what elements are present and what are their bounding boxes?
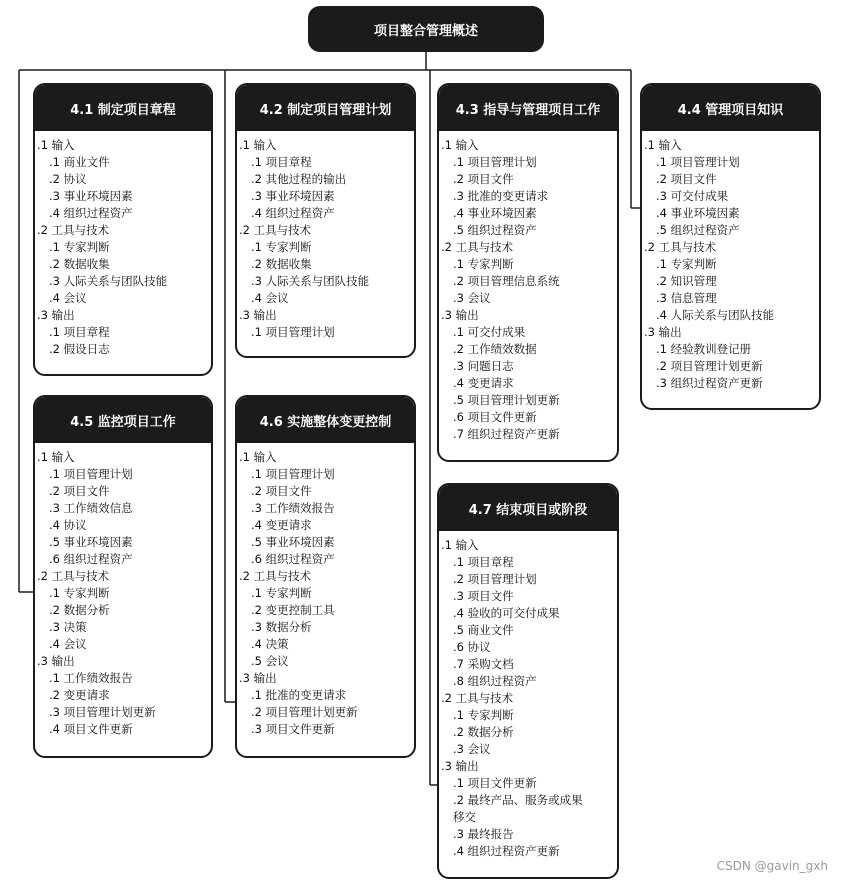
list-item: .6 组织过程资产 xyxy=(49,552,133,566)
list-item: .6 协议 xyxy=(453,640,491,654)
process-box-4-1 xyxy=(33,83,213,376)
list-item: .5 组织过程资产 xyxy=(656,223,740,237)
section-label-inputs: .1 输入 xyxy=(239,450,277,464)
list-item: .2 变更请求 xyxy=(49,688,110,702)
list-item: .1 项目章程 xyxy=(251,155,312,169)
list-item: .4 会议 xyxy=(49,637,87,651)
section-label-inputs: .1 输入 xyxy=(37,450,75,464)
section-label-outputs: .3 输出 xyxy=(239,308,277,322)
list-item: .3 组织过程资产更新 xyxy=(656,376,763,390)
process-body xyxy=(35,131,211,364)
list-item: .2 数据分析 xyxy=(453,725,514,739)
list-item: .1 工作绩效报告 xyxy=(49,671,133,685)
process-box-4-4 xyxy=(640,83,821,410)
list-item: .6 项目文件更新 xyxy=(453,410,537,424)
list-item: .2 项目文件 xyxy=(251,484,312,498)
process-title-4-1: 4.1 制定项目章程 xyxy=(35,85,211,131)
list-item: .2 项目文件 xyxy=(453,172,514,186)
list-item: .4 项目文件更新 xyxy=(49,722,133,736)
list-item: .5 项目管理计划更新 xyxy=(453,393,560,407)
list-item: .2 项目管理计划更新 xyxy=(251,705,358,719)
section-label-inputs: .1 输入 xyxy=(441,138,479,152)
list-item: .7 采购文档 xyxy=(453,657,514,671)
list-item: .1 专家判断 xyxy=(251,586,312,600)
list-item: .3 会议 xyxy=(453,742,491,756)
list-item: .2 项目管理计划 xyxy=(453,572,537,586)
list-item: .5 商业文件 xyxy=(453,623,514,637)
process-body xyxy=(642,131,819,398)
list-item: .3 问题日志 xyxy=(453,359,514,373)
list-item: .5 事业环境因素 xyxy=(251,535,335,549)
process-body xyxy=(439,131,617,449)
root-title-box xyxy=(308,6,544,52)
list-item: .2 假设日志 xyxy=(49,342,110,356)
list-item: .3 人际关系与团队技能 xyxy=(49,274,168,288)
list-item: .1 经验教训登记册 xyxy=(656,342,752,356)
list-item: .1 专家判断 xyxy=(49,240,110,254)
process-title-4-3: 4.3 指导与管理项目工作 xyxy=(439,85,617,131)
section-label-tools: .2 工具与技术 xyxy=(644,240,717,254)
list-item: .4 会议 xyxy=(49,291,87,305)
section-label-inputs: .1 输入 xyxy=(441,538,479,552)
list-item: .1 专家判断 xyxy=(453,708,514,722)
list-item: .1 可交付成果 xyxy=(453,325,526,339)
list-item: .2 数据分析 xyxy=(49,603,110,617)
process-title-4-2: 4.2 制定项目管理计划 xyxy=(237,85,414,131)
list-item: .4 验收的可交付成果 xyxy=(453,606,560,620)
watermark: CSDN @gavin_gxh xyxy=(716,859,828,873)
list-item: .2 项目管理信息系统 xyxy=(453,274,560,288)
list-item: .5 会议 xyxy=(251,654,289,668)
process-body xyxy=(35,443,211,744)
list-item: .4 变更请求 xyxy=(251,518,312,532)
list-item: .1 项目文件更新 xyxy=(453,776,537,790)
section-label-tools: .2 工具与技术 xyxy=(239,569,312,583)
list-item: .4 变更请求 xyxy=(453,376,514,390)
section-label-inputs: .1 输入 xyxy=(644,138,682,152)
list-item: .3 批准的变更请求 xyxy=(453,189,549,203)
process-box-4-2 xyxy=(235,83,416,358)
list-item: .3 工作绩效报告 xyxy=(251,501,335,515)
list-item: .3 事业环境因素 xyxy=(49,189,133,203)
process-body xyxy=(237,443,414,744)
list-item: .1 商业文件 xyxy=(49,155,110,169)
process-title-4-7: 4.7 结束项目或阶段 xyxy=(439,485,617,531)
list-item: .1 项目管理计划 xyxy=(251,325,335,339)
list-item: .6 组织过程资产 xyxy=(251,552,335,566)
process-title-4-6: 4.6 实施整体变更控制 xyxy=(237,397,414,443)
list-item: .1 专家判断 xyxy=(656,257,717,271)
list-item: .3 项目管理计划更新 xyxy=(49,705,156,719)
list-item: .2 数据收集 xyxy=(49,257,110,271)
section-label-tools: .2 工具与技术 xyxy=(441,691,514,705)
section-label-outputs: .3 输出 xyxy=(441,759,479,773)
list-item: .1 批准的变更请求 xyxy=(251,688,347,702)
list-item: .3 人际关系与团队技能 xyxy=(251,274,370,288)
list-item: .2 数据收集 xyxy=(251,257,312,271)
list-item: .3 决策 xyxy=(49,620,87,634)
process-box-4-5 xyxy=(33,395,213,758)
list-item: .2 项目文件 xyxy=(656,172,717,186)
list-item: .3 项目文件 xyxy=(453,589,514,603)
list-item: .3 工作绩效信息 xyxy=(49,501,133,515)
list-item: .5 事业环境因素 xyxy=(49,535,133,549)
section-label-outputs: .3 输出 xyxy=(644,325,682,339)
list-item: .1 项目章程 xyxy=(453,555,514,569)
list-item: .4 事业环境因素 xyxy=(453,206,537,220)
section-label-outputs: .3 输出 xyxy=(37,308,75,322)
section-label-tools: .2 工具与技术 xyxy=(239,223,312,237)
list-item: .3 事业环境因素 xyxy=(251,189,335,203)
section-label-tools: .2 工具与技术 xyxy=(441,240,514,254)
list-item: .2 变更控制工具 xyxy=(251,603,335,617)
process-title-4-5: 4.5 监控项目工作 xyxy=(35,397,211,443)
list-item: .4 会议 xyxy=(251,291,289,305)
section-label-inputs: .1 输入 xyxy=(37,138,75,152)
list-item: .3 最终报告 xyxy=(453,827,514,841)
list-item: .8 组织过程资产 xyxy=(453,674,537,688)
root-title: 项目整合管理概述 xyxy=(373,23,478,39)
list-item: .4 事业环境因素 xyxy=(656,206,740,220)
process-box-4-7 xyxy=(437,483,619,879)
list-item: .1 项目管理计划 xyxy=(49,467,133,481)
process-body xyxy=(439,531,617,866)
process-title-4-4: 4.4 管理项目知识 xyxy=(642,85,819,131)
list-item: .3 可交付成果 xyxy=(656,189,729,203)
list-item: .4 协议 xyxy=(49,518,87,532)
list-item: .4 人际关系与团队技能 xyxy=(656,308,775,322)
list-item: .2 其他过程的输出 xyxy=(251,172,347,186)
list-item: .4 决策 xyxy=(251,637,289,651)
list-item: .1 项目管理计划 xyxy=(656,155,740,169)
list-item: .4 组织过程资产更新 xyxy=(453,844,560,858)
list-item: .3 信息管理 xyxy=(656,291,717,305)
list-item: .4 组织过程资产 xyxy=(49,206,133,220)
process-box-4-3 xyxy=(437,83,619,462)
list-item: .2 项目文件 xyxy=(49,484,110,498)
list-item: .1 专家判断 xyxy=(453,257,514,271)
list-item: .1 项目管理计划 xyxy=(251,467,335,481)
list-item: .5 组织过程资产 xyxy=(453,223,537,237)
list-item: .1 专家判断 xyxy=(49,586,110,600)
list-item: .1 项目章程 xyxy=(49,325,110,339)
section-label-tools: .2 工具与技术 xyxy=(37,569,110,583)
list-item: .7 组织过程资产更新 xyxy=(453,427,560,441)
process-body xyxy=(237,131,414,347)
list-item: .2 工作绩效数据 xyxy=(453,342,537,356)
list-item: .3 项目文件更新 xyxy=(251,722,335,736)
list-item: .1 项目管理计划 xyxy=(453,155,537,169)
list-item: .3 会议 xyxy=(453,291,491,305)
section-label-tools: .2 工具与技术 xyxy=(37,223,110,237)
list-item: .1 专家判断 xyxy=(251,240,312,254)
list-item: .2 最终产品、服务或成果 移交 xyxy=(453,793,583,824)
section-label-outputs: .3 输出 xyxy=(37,654,75,668)
list-item: .2 知识管理 xyxy=(656,274,717,288)
section-label-outputs: .3 输出 xyxy=(239,671,277,685)
list-item: .2 项目管理计划更新 xyxy=(656,359,763,373)
list-item: .4 组织过程资产 xyxy=(251,206,335,220)
section-label-outputs: .3 输出 xyxy=(441,308,479,322)
list-item: .3 数据分析 xyxy=(251,620,312,634)
process-box-4-6 xyxy=(235,395,416,758)
section-label-inputs: .1 输入 xyxy=(239,138,277,152)
list-item: .2 协议 xyxy=(49,172,87,186)
